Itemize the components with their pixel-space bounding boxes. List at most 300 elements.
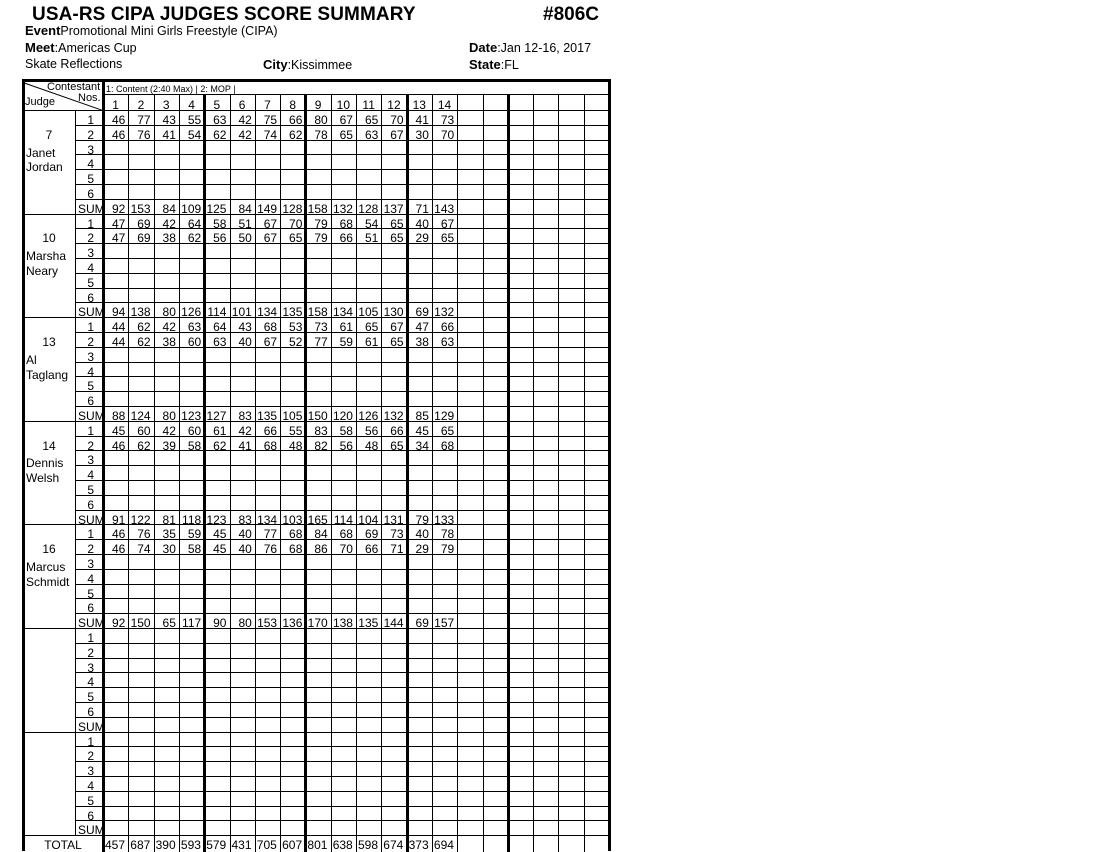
score-legend: 1: Content (2:40 Max) | 2: MOP | xyxy=(106,84,236,94)
row-label: 4 xyxy=(87,675,94,690)
row-label: 3 xyxy=(87,453,94,468)
sum-cell: 158 xyxy=(307,305,328,320)
row-divider xyxy=(75,598,609,599)
score-cell: 30 xyxy=(415,127,429,142)
state-value: FL xyxy=(504,58,519,72)
total-cell: 638 xyxy=(332,838,353,852)
row-label: 4 xyxy=(87,364,94,379)
sum-cell: 132 xyxy=(332,201,353,216)
city-value: Kissimmee xyxy=(291,58,353,72)
score-cell: 66 xyxy=(390,423,404,438)
score-cell: 62 xyxy=(137,335,151,349)
contestant-number: 8 xyxy=(289,98,297,112)
column-divider xyxy=(457,94,458,852)
score-cell: 74 xyxy=(263,127,278,142)
row-label: 2 xyxy=(87,749,94,764)
judge-block-divider xyxy=(23,732,609,733)
sum-cell: 84 xyxy=(162,201,176,216)
score-cell: 56 xyxy=(213,231,227,246)
sum-cell: 71 xyxy=(415,201,429,216)
contestant-number: 6 xyxy=(238,98,246,112)
row-divider xyxy=(75,391,609,392)
row-label-sum: SUM xyxy=(78,616,105,631)
sum-cell: 88 xyxy=(111,409,126,423)
row-divider xyxy=(75,791,609,792)
sum-cell: 127 xyxy=(206,409,227,423)
score-cell: 48 xyxy=(364,438,379,453)
judge-number: 16 xyxy=(42,542,56,557)
row-label-sum: SUM xyxy=(78,719,105,734)
score-cell: 46 xyxy=(111,113,126,127)
sum-cell: 132 xyxy=(434,305,455,320)
row-label: 5 xyxy=(87,379,94,394)
row-label: 6 xyxy=(87,497,94,512)
score-cell: 70 xyxy=(390,113,404,127)
event-label: Event xyxy=(25,23,61,38)
sum-cell: 117 xyxy=(182,616,202,631)
sum-cell: 138 xyxy=(332,616,353,631)
row-divider xyxy=(75,199,609,200)
score-cell: 61 xyxy=(364,335,379,349)
column-divider xyxy=(558,94,559,852)
row-label: 6 xyxy=(87,601,94,616)
score-cell: 39 xyxy=(162,438,176,453)
score-cell: 75 xyxy=(263,113,278,127)
column-divider xyxy=(533,94,534,852)
score-cell: 41 xyxy=(415,113,429,127)
score-cell: 59 xyxy=(187,527,202,542)
score-cell: 80 xyxy=(314,113,328,127)
row-label: 6 xyxy=(87,187,94,201)
score-cell: 65 xyxy=(440,231,455,246)
row-label: 2 xyxy=(87,542,94,557)
sum-cell: 134 xyxy=(257,305,278,320)
sum-cell: 153 xyxy=(257,616,278,631)
row-divider xyxy=(75,184,609,185)
score-cell: 53 xyxy=(289,320,303,335)
score-cell: 35 xyxy=(162,527,176,542)
row-label: 5 xyxy=(87,690,94,705)
row-label: 4 xyxy=(87,157,94,172)
sum-cell: 134 xyxy=(332,305,353,320)
sum-cell: 157 xyxy=(434,616,455,631)
row-divider xyxy=(75,658,609,659)
score-cell: 74 xyxy=(137,542,151,557)
score-cell: 40 xyxy=(415,527,429,542)
score-cell: 61 xyxy=(213,423,227,438)
score-cell: 63 xyxy=(364,127,379,142)
total-cell: 598 xyxy=(358,838,379,852)
score-cell: 68 xyxy=(263,438,278,453)
score-cell: 65 xyxy=(289,231,303,246)
row-label-sum: SUM xyxy=(78,305,105,320)
row-label: 5 xyxy=(87,793,94,808)
row-label: 2 xyxy=(87,438,94,453)
score-cell: 78 xyxy=(314,127,328,142)
total-cell: 431 xyxy=(231,838,252,852)
score-cell: 60 xyxy=(137,423,151,438)
score-cell: 38 xyxy=(162,231,176,246)
score-cell: 34 xyxy=(415,438,429,453)
score-cell: 56 xyxy=(364,423,379,438)
meet-value: Americas Cup xyxy=(58,41,137,55)
score-cell: 68 xyxy=(440,438,455,453)
score-cell: 60 xyxy=(187,423,202,438)
row-divider xyxy=(75,820,609,821)
score-cell: 65 xyxy=(339,127,353,142)
score-cell: 77 xyxy=(263,527,278,542)
sum-cell: 126 xyxy=(358,409,379,423)
sum-cell: 165 xyxy=(307,512,328,527)
city-line: City:Kissimmee xyxy=(263,57,353,72)
score-cell: 83 xyxy=(314,423,328,438)
score-cell: 69 xyxy=(137,231,151,246)
score-cell: 62 xyxy=(213,127,227,142)
judge-first-name: Al xyxy=(26,352,37,367)
score-cell: 67 xyxy=(263,231,278,246)
row-divider xyxy=(75,302,609,303)
score-cell: 40 xyxy=(238,335,252,349)
row-label: 5 xyxy=(87,172,94,187)
row-divider xyxy=(75,584,609,585)
score-cell: 59 xyxy=(339,335,353,349)
score-cell: 77 xyxy=(314,335,328,349)
row-label-sum: SUM xyxy=(78,512,105,527)
row-divider xyxy=(75,495,609,496)
sum-cell: 92 xyxy=(111,201,126,216)
row-divider xyxy=(75,154,609,155)
score-cell: 65 xyxy=(440,423,455,438)
score-cell: 44 xyxy=(111,335,126,349)
sum-cell: 150 xyxy=(130,616,151,631)
sum-cell: 135 xyxy=(257,409,278,423)
score-cell: 73 xyxy=(314,320,328,335)
sum-cell: 120 xyxy=(332,409,353,423)
row-label: 5 xyxy=(87,586,94,601)
score-cell: 65 xyxy=(390,216,404,231)
score-cell: 62 xyxy=(289,127,303,142)
row-label: 2 xyxy=(87,231,94,246)
contestant-number: 11 xyxy=(362,98,375,112)
row-label: 6 xyxy=(87,290,94,305)
date-label: Date xyxy=(469,40,498,55)
sum-cell: 123 xyxy=(181,409,202,423)
score-cell: 73 xyxy=(440,113,455,127)
row-divider xyxy=(75,702,609,703)
contestant-number: 13 xyxy=(412,98,426,112)
score-cell: 63 xyxy=(213,335,227,349)
row-divider xyxy=(75,362,609,363)
sum-cell: 114 xyxy=(207,305,227,320)
sum-cell: 118 xyxy=(182,512,202,527)
row-label: 6 xyxy=(87,705,94,719)
score-cell: 63 xyxy=(440,335,455,349)
score-cell: 67 xyxy=(390,320,404,335)
score-cell: 68 xyxy=(263,320,278,335)
sum-cell: 109 xyxy=(181,201,202,216)
score-cell: 82 xyxy=(314,438,328,453)
score-cell: 68 xyxy=(339,216,353,231)
score-cell: 67 xyxy=(339,113,353,127)
total-cell: 390 xyxy=(155,838,176,852)
report-code: #806C xyxy=(543,4,599,25)
sum-cell: 158 xyxy=(307,201,328,216)
row-label: 3 xyxy=(87,764,94,779)
row-label: 2 xyxy=(87,335,94,349)
score-cell: 51 xyxy=(238,216,252,231)
sum-cell: 125 xyxy=(206,201,227,216)
score-cell: 45 xyxy=(213,527,227,542)
score-cell: 42 xyxy=(238,113,252,127)
row-label: 1 xyxy=(87,527,94,542)
score-cell: 63 xyxy=(213,113,227,127)
score-cell: 29 xyxy=(415,231,429,246)
row-label: 6 xyxy=(87,808,94,823)
row-divider xyxy=(75,613,609,614)
row-divider xyxy=(75,258,609,259)
score-cell: 47 xyxy=(415,320,429,335)
score-cell: 54 xyxy=(187,127,202,142)
contestant-number: 10 xyxy=(336,98,351,112)
total-cell: 579 xyxy=(206,838,227,852)
judge-number: 7 xyxy=(45,127,53,142)
score-cell: 45 xyxy=(415,423,429,438)
contestant-number: 2 xyxy=(137,98,145,112)
sum-cell: 69 xyxy=(415,616,429,631)
total-cell: 801 xyxy=(307,838,328,852)
sum-cell: 132 xyxy=(383,409,404,423)
report-title: USA-RS CIPA JUDGES SCORE SUMMARY xyxy=(32,4,416,25)
score-cell: 40 xyxy=(238,542,252,557)
row-label: 4 xyxy=(87,468,94,483)
score-cell: 65 xyxy=(390,438,404,453)
sum-cell: 170 xyxy=(307,616,328,631)
score-cell: 43 xyxy=(162,113,176,127)
score-cell: 60 xyxy=(187,335,202,349)
column-divider xyxy=(483,94,484,852)
score-cell: 66 xyxy=(289,113,303,127)
score-cell: 65 xyxy=(390,335,404,349)
row-divider xyxy=(75,273,609,274)
sum-cell: 133 xyxy=(434,512,455,527)
row-label: 5 xyxy=(87,275,94,290)
corner-judge-label: Judge xyxy=(25,96,55,108)
sum-cell: 85 xyxy=(415,409,429,423)
row-divider xyxy=(75,288,609,289)
row-label: 3 xyxy=(87,246,94,261)
sum-cell: 80 xyxy=(238,616,252,631)
sum-cell: 135 xyxy=(282,305,303,320)
score-cell: 30 xyxy=(162,542,176,557)
row-divider xyxy=(75,480,609,481)
score-cell: 47 xyxy=(111,216,126,231)
city-label: City xyxy=(263,57,288,72)
total-cell: 674 xyxy=(383,838,404,852)
score-cell: 65 xyxy=(390,231,404,246)
row-label-sum: SUM xyxy=(78,409,105,423)
score-cell: 50 xyxy=(238,231,252,246)
score-cell: 71 xyxy=(390,542,404,557)
score-cell: 66 xyxy=(339,231,353,246)
score-cell: 62 xyxy=(137,320,151,335)
sum-cell: 80 xyxy=(162,305,176,320)
corner-nos-label: Nos. xyxy=(78,92,101,104)
score-cell: 66 xyxy=(263,423,278,438)
contestant-number: 5 xyxy=(213,98,221,112)
score-cell: 38 xyxy=(162,335,176,349)
row-divider xyxy=(75,806,609,807)
score-cell: 76 xyxy=(137,527,151,542)
sum-cell: 84 xyxy=(238,201,252,216)
score-cell: 42 xyxy=(162,423,176,438)
score-cell: 46 xyxy=(111,542,126,557)
score-cell: 64 xyxy=(213,320,227,335)
row-label-sum: SUM xyxy=(78,201,105,216)
score-cell: 41 xyxy=(162,127,176,142)
sum-cell: 138 xyxy=(130,305,151,320)
row-label: 1 xyxy=(87,113,94,127)
sum-cell: 135 xyxy=(358,616,379,631)
score-cell: 46 xyxy=(111,127,126,142)
row-divider xyxy=(75,761,609,762)
score-cell: 29 xyxy=(415,542,429,557)
row-divider xyxy=(75,406,609,407)
column-group-divider xyxy=(507,94,510,852)
score-cell: 44 xyxy=(111,320,126,335)
score-cell: 84 xyxy=(314,527,328,542)
row-label: 4 xyxy=(87,261,94,275)
club-name: Skate Reflections xyxy=(25,57,123,71)
judge-last-name: Taglang xyxy=(26,367,69,382)
score-cell: 70 xyxy=(289,216,303,231)
total-cell: 607 xyxy=(282,838,303,852)
row-label: 4 xyxy=(87,571,94,586)
state-label: State xyxy=(469,57,501,72)
sum-cell: 90 xyxy=(213,616,227,631)
score-cell: 55 xyxy=(289,423,303,438)
score-cell: 70 xyxy=(440,127,455,142)
score-cell: 68 xyxy=(339,527,353,542)
sum-cell: 123 xyxy=(206,512,227,527)
score-cell: 68 xyxy=(289,542,303,557)
row-divider xyxy=(75,465,609,466)
score-cell: 76 xyxy=(137,127,151,142)
contestant-number: 12 xyxy=(387,98,401,112)
score-cell: 58 xyxy=(187,438,202,453)
judge-first-name: Marsha xyxy=(26,249,67,264)
contestant-number: 7 xyxy=(264,98,271,112)
score-cell: 86 xyxy=(314,542,328,557)
score-cell: 67 xyxy=(440,216,455,231)
score-cell: 58 xyxy=(187,542,202,557)
score-cell: 42 xyxy=(238,423,252,438)
score-cell: 62 xyxy=(213,438,227,453)
sum-cell: 126 xyxy=(181,305,202,320)
row-label: 3 xyxy=(87,660,94,675)
label-column-divider xyxy=(102,80,105,94)
row-label: 1 xyxy=(87,320,94,335)
sum-cell: 128 xyxy=(282,201,303,216)
score-cell: 62 xyxy=(137,438,151,453)
sum-cell: 92 xyxy=(111,616,126,631)
judge-first-name: Janet xyxy=(26,145,56,160)
judge-last-name: Neary xyxy=(26,264,59,278)
contestant-number: 14 xyxy=(437,98,452,112)
sum-cell: 129 xyxy=(434,409,455,423)
contestant-number: 4 xyxy=(188,98,195,112)
sum-cell: 83 xyxy=(238,409,252,423)
sum-cell: 153 xyxy=(130,201,151,216)
sum-cell: 128 xyxy=(358,201,379,216)
score-cell: 40 xyxy=(415,216,429,231)
total-cell: 694 xyxy=(433,838,454,852)
score-cell: 64 xyxy=(187,216,202,231)
sum-cell: 149 xyxy=(257,201,278,216)
row-label: 2 xyxy=(87,645,94,660)
score-cell: 42 xyxy=(162,320,176,335)
table-border-top xyxy=(23,79,611,82)
sum-cell: 136 xyxy=(282,616,303,631)
contestant-number: 9 xyxy=(314,98,322,112)
score-cell: 42 xyxy=(162,216,176,231)
sum-cell: 80 xyxy=(162,409,176,423)
sum-cell: 134 xyxy=(257,512,278,527)
score-cell: 70 xyxy=(339,542,353,557)
row-divider xyxy=(75,717,609,718)
score-cell: 47 xyxy=(111,231,126,246)
score-cell: 66 xyxy=(364,542,379,557)
column-divider xyxy=(584,94,585,852)
sum-cell: 103 xyxy=(282,512,303,527)
contestant-number: 1 xyxy=(112,98,119,112)
row-divider xyxy=(75,687,609,688)
judge-last-name: Jordan xyxy=(26,160,63,175)
meet-label: Meet xyxy=(25,40,55,55)
score-cell: 52 xyxy=(289,335,303,349)
judge-last-name: Schmidt xyxy=(26,574,70,589)
event-value: Promotional Mini Girls Freestyle (CIPA) xyxy=(60,24,278,38)
row-label: 3 xyxy=(87,557,94,571)
sum-cell: 105 xyxy=(282,409,303,423)
sum-cell: 122 xyxy=(130,512,151,527)
meet-line: Meet:Americas Cup xyxy=(25,40,137,55)
score-cell: 67 xyxy=(390,127,404,142)
score-cell: 62 xyxy=(187,231,202,246)
sum-cell: 143 xyxy=(434,201,455,216)
row-label: 1 xyxy=(87,734,94,749)
score-cell: 69 xyxy=(137,216,151,231)
sum-cell: 69 xyxy=(415,305,429,320)
score-cell: 42 xyxy=(238,127,252,142)
sum-cell: 94 xyxy=(111,305,126,320)
total-label: TOTAL xyxy=(44,838,82,852)
row-label: 1 xyxy=(87,631,94,645)
judge-first-name: Marcus xyxy=(26,560,66,574)
row-label: 2 xyxy=(87,127,94,142)
score-cell: 54 xyxy=(364,216,379,231)
row-label: 1 xyxy=(87,216,94,231)
sum-cell: 144 xyxy=(383,616,404,631)
sum-cell: 130 xyxy=(383,305,404,320)
row-divider xyxy=(75,643,609,644)
judge-first-name: Dennis xyxy=(26,456,64,471)
row-label: 3 xyxy=(87,349,94,364)
score-cell: 67 xyxy=(263,335,278,349)
row-divider xyxy=(75,672,609,673)
score-cell: 46 xyxy=(111,527,126,542)
total-cell: 593 xyxy=(180,838,201,852)
row-label: 6 xyxy=(87,394,94,409)
